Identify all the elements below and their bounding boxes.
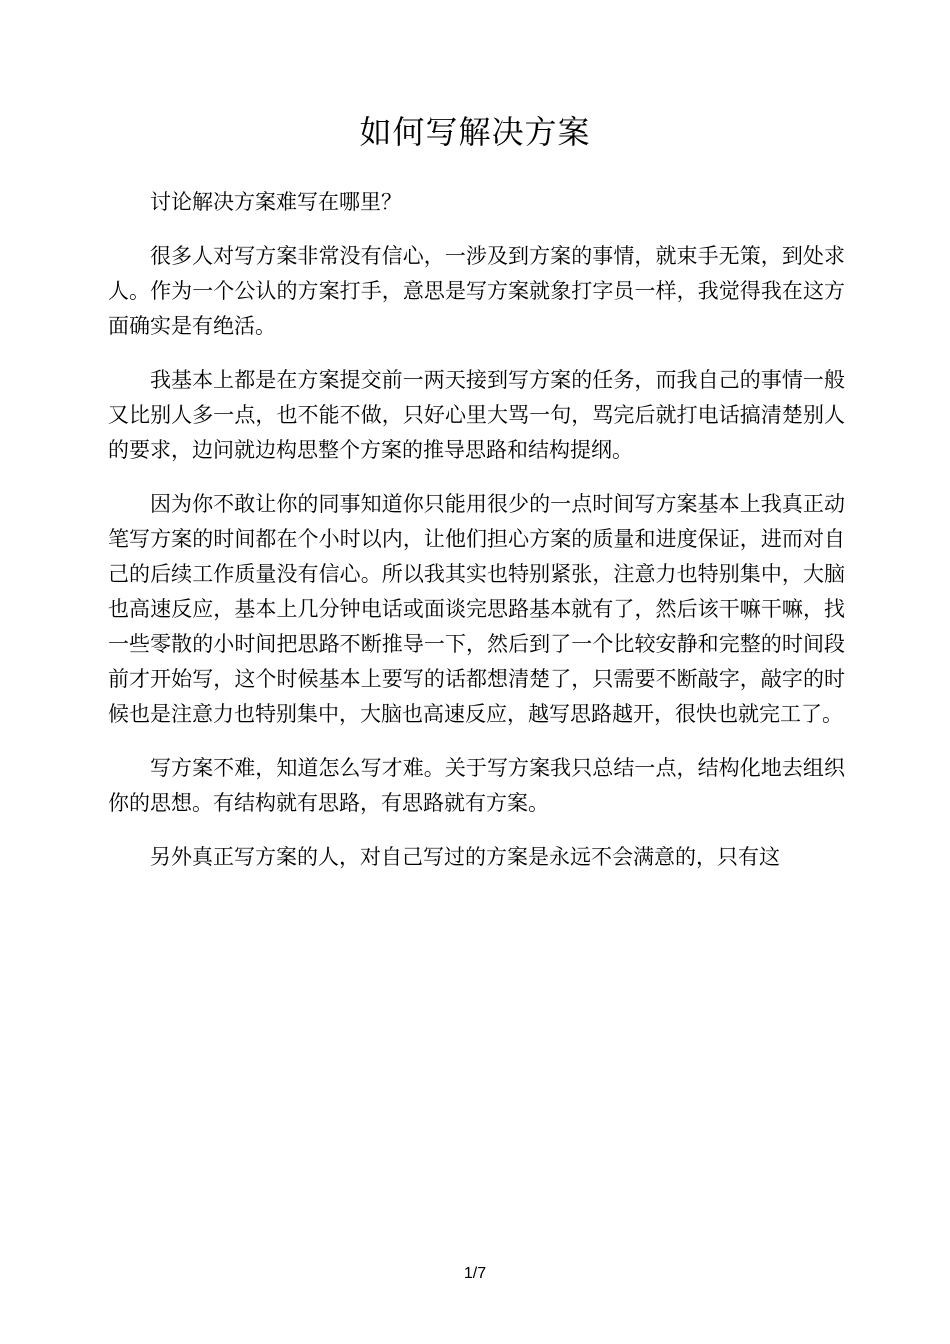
paragraph-6: 另外真正写方案的人，对自己写过的方案是永远不会满意的，只有这 xyxy=(150,845,780,869)
paragraph-4: 因为你不敢让你的同事知道你只能用很少的一点时间写方案基本上我真正动笔写方案的时间都在个小时以内，让他们担心方案的质量和进度保证，进而对自己的后续工作质量没有信心。所以我其实也特别紧张，注意力也特别集中，大脑也高速反应，基本上几分钟电话或面谈完思路基本就有了，然后该干嘛干嘛，找一些零散的小时间把思路不断推导一下，然后到了一个比较安静和完整的时间段前才开始写，这个时候基本上要写的话都想清楚了，只需要不断敲字，敲字的时候也是注意力也特别集中，大脑也高速反应，越写思路越开，很快也就完工了。 xyxy=(108,492,845,726)
paragraph-2: 很多人对写方案非常没有信心，一涉及到方案的事情，就束手无策，到处求人。作为一个公认的方案打手，意思是写方案就象打字员一样，我觉得我在这方面确实是有绝活。 xyxy=(108,244,845,338)
document-title: 如何写解决方案 xyxy=(359,113,591,151)
paragraph-5: 写方案不难，知道怎么写才难。关于写方案我只总结一点，结构化地去组织你的思想。有结构就有思路，有思路就有方案。 xyxy=(108,756,845,815)
page-number: 1/7 xyxy=(463,1265,487,1282)
paragraph-1: 讨论解决方案难写在哪里？ xyxy=(150,190,402,214)
document-body xyxy=(108,185,845,894)
paragraph-3: 我基本上都是在方案提交前一两天接到写方案的任务，而我自己的事情一般又比别人多一点，也不能不做，只好心里大骂一句，骂完后就打电话搞清楚别人的要求，边问就边构思整个方案的推导思路和结构提纲。 xyxy=(108,368,845,462)
